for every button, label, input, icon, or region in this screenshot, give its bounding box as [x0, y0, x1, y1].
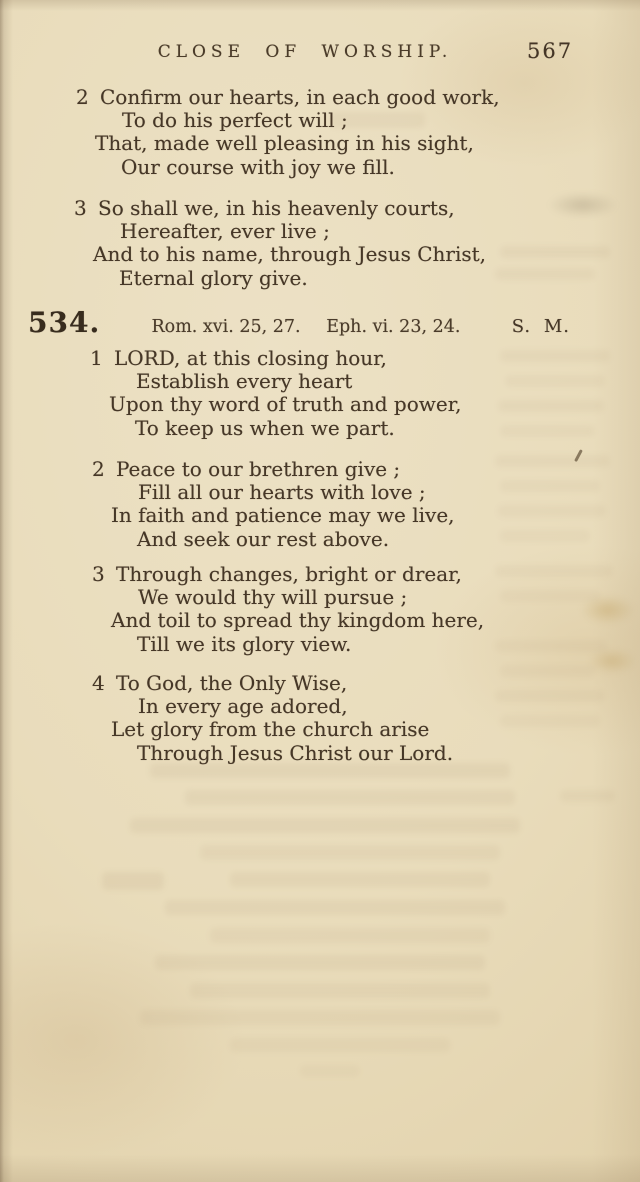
verse-line: Fill all our hearts with love ; — [138, 480, 426, 505]
hymn-heading — [28, 306, 570, 339]
verse-line: Let glory from the church arise — [111, 717, 430, 742]
verse-line: To God, the Only Wise, — [116, 671, 348, 695]
verse-line: Hereafter, ever live ; — [120, 219, 330, 244]
verse-line: Eternal glory give. — [119, 265, 308, 290]
verse-line: And seek our rest above. — [137, 526, 390, 551]
hymn-number: 534. — [28, 306, 101, 339]
hymn-meter: S. M. — [511, 316, 570, 337]
verse-line: Upon thy word of truth and power, — [109, 392, 462, 417]
scripture-reference: Rom. xvi. 25, 27. — [151, 317, 301, 337]
verse-line: And toil to spread thy kingdom here, — [111, 608, 485, 633]
verse-number: 2 — [92, 457, 105, 481]
verse-line: Till we its glory view. — [137, 631, 352, 656]
verse-line: In every age adored, — [138, 694, 348, 719]
verse-line: LORD, at this closing hour, — [114, 346, 387, 370]
paper-stain — [588, 648, 636, 674]
verse-line: In faith and patience may we live, — [111, 503, 455, 528]
running-header: CLOSE OF WORSHIP. — [157, 42, 453, 62]
verse-line: We would thy will pursue ; — [138, 585, 408, 610]
page-number: 567 — [527, 39, 574, 63]
verse-line: Through Jesus Christ our Lord. — [137, 740, 454, 765]
verse-line: Establish every heart — [136, 369, 353, 394]
hymn-verse — [76, 86, 596, 179]
verse-line: That, made well pleasing in his sight, — [95, 131, 474, 156]
verse-line: So shall we, in his heavenly courts, — [98, 196, 455, 220]
verse-number: 2 — [76, 85, 89, 109]
verse-line: Through changes, bright or drear, — [116, 562, 462, 586]
scripture-reference: Eph. vi. 23, 24. — [326, 317, 461, 337]
verse-number: 1 — [90, 346, 103, 370]
verse-line: And to his name, through Jesus Christ, — [93, 242, 486, 267]
verse-number: 3 — [92, 562, 105, 586]
verse-line: Confirm our hearts, in each good work, — [100, 85, 500, 109]
verse-line: To keep us when we part. — [135, 415, 395, 440]
verse-line: Peace to our brethren give ; — [116, 457, 401, 481]
verse-line: To do his perfect will ; — [122, 108, 348, 133]
verse-line: Our course with joy we fill. — [121, 154, 395, 179]
paper-stain — [580, 595, 635, 625]
paper-smudge — [548, 192, 618, 218]
scripture-references — [100, 317, 512, 337]
verse-number: 4 — [92, 671, 105, 695]
verse-number: 3 — [74, 196, 87, 220]
